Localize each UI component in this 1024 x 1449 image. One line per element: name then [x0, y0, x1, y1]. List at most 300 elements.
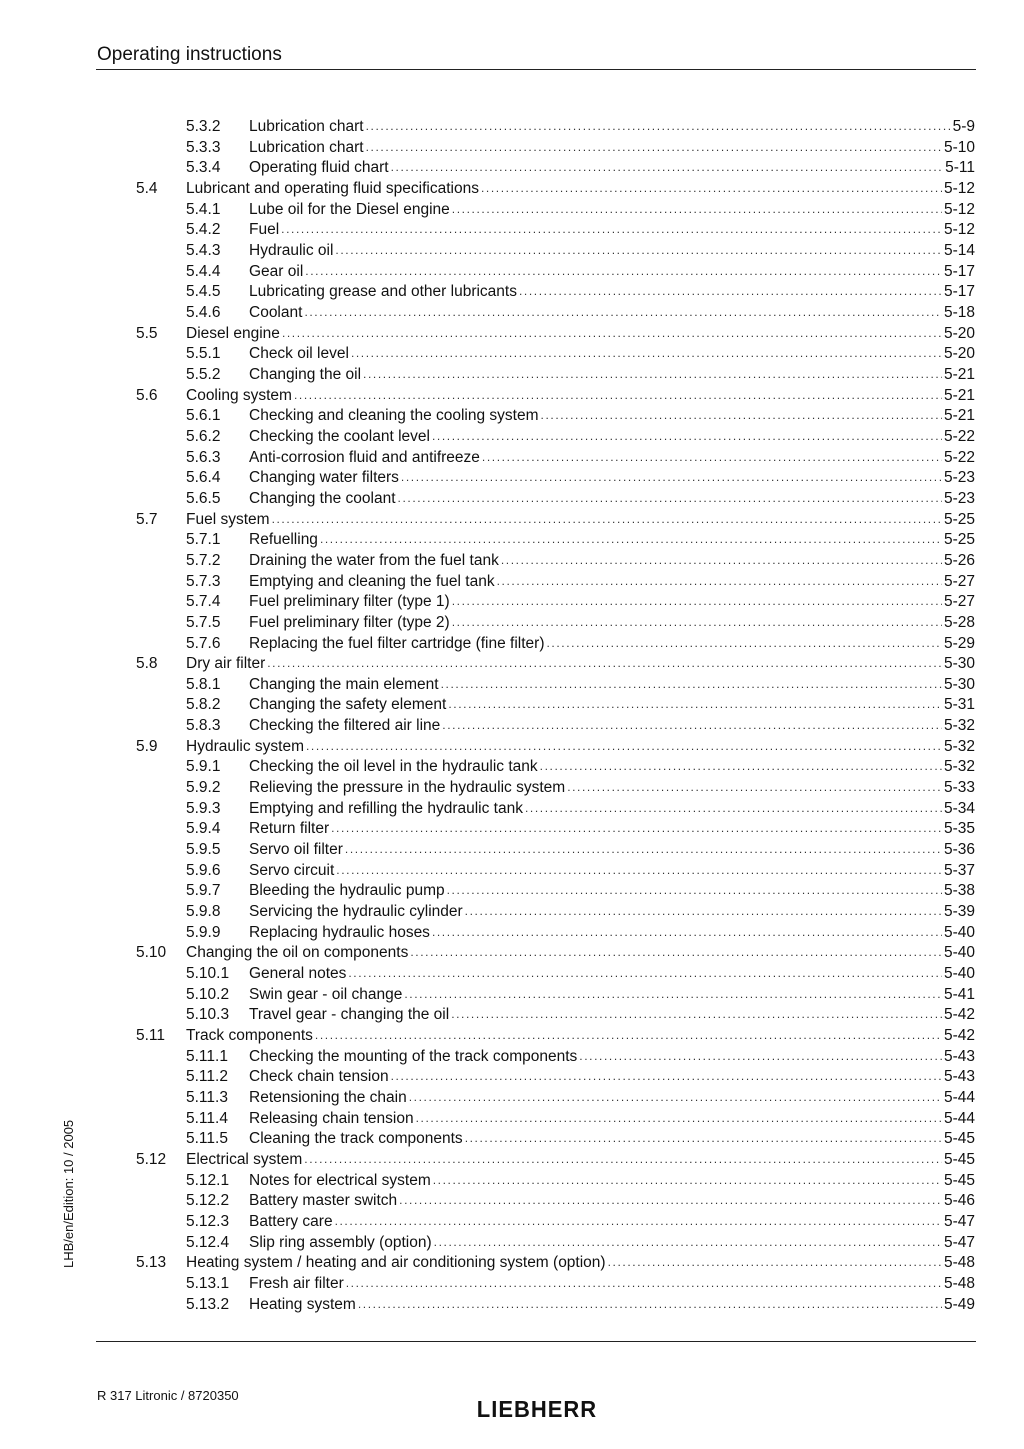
page-header-title: Operating instructions: [97, 44, 282, 65]
toc-entry-number: 5.9.5: [186, 841, 221, 859]
toc-entry-page: 5-32: [943, 758, 975, 776]
toc-entry-number: 5.12.3: [186, 1212, 230, 1230]
toc-entry-number: 5.10.1: [186, 965, 230, 983]
toc-entry-title: Fuel preliminary filter (type 2): [249, 613, 452, 634]
toc-entry-number: 5.4.5: [186, 283, 221, 301]
toc-entry: [0, 572, 1024, 593]
toc-entry-title: Cooling system: [186, 386, 294, 407]
toc-entry-page: 5-33: [943, 779, 975, 797]
toc-entry-page: 5-12: [943, 179, 975, 197]
toc-entry-leader-line: [249, 1233, 975, 1254]
toc-entry-title: Heating system: [249, 1295, 358, 1316]
toc-entry-title: Fresh air filter: [249, 1274, 346, 1295]
toc-entry: [0, 923, 1024, 944]
toc-entry: [0, 1047, 1024, 1068]
toc-entry-title: Return filter: [249, 819, 331, 840]
dot-leader: [519, 281, 942, 302]
toc-entry-title: Lubrication chart: [249, 138, 366, 159]
toc-entry-page: 5-21: [943, 386, 975, 404]
toc-entry-title: Anti-corrosion fluid and antifreeze: [249, 448, 482, 469]
toc-entry-page: 5-40: [943, 923, 975, 941]
toc-entry-number: 5.6.5: [186, 489, 221, 507]
toc-entry-leader-line: [249, 365, 975, 386]
toc-entry-number: 5.7: [136, 510, 158, 528]
toc-entry-leader-line: [249, 572, 975, 593]
toc-entry: [0, 282, 1024, 303]
dot-leader: [432, 426, 942, 447]
toc-entry-leader-line: [249, 158, 975, 179]
toc-entry-title: Travel gear - changing the oil: [249, 1005, 451, 1026]
dot-leader: [366, 137, 942, 158]
toc-entry-page: 5-12: [943, 200, 975, 218]
dot-leader: [315, 1025, 942, 1046]
toc-entry-leader-line: [186, 1150, 975, 1171]
toc-entry-number: 5.9.7: [186, 882, 221, 900]
toc-entry-leader-line: [186, 386, 975, 407]
toc-entry-title: Changing the coolant: [249, 489, 398, 510]
toc-entry-leader-line: [249, 303, 975, 324]
toc-entry-page: 5-47: [943, 1233, 975, 1251]
toc-entry-title: Lubricant and operating fluid specifications: [186, 179, 481, 200]
toc-entry-title: Servo circuit: [249, 861, 336, 882]
toc-entry-number: 5.7.3: [186, 572, 221, 590]
toc-entry-title: Swin gear - oil change: [249, 985, 404, 1006]
toc-entry-leader-line: [186, 324, 975, 345]
toc-entry-page: 5-48: [943, 1254, 975, 1272]
dot-leader: [447, 880, 942, 901]
toc-entry-page: 5-45: [943, 1171, 975, 1189]
toc-entry-page: 5-43: [943, 1068, 975, 1086]
toc-entry-leader-line: [249, 1088, 975, 1109]
toc-entry-page: 5-26: [943, 551, 975, 569]
toc-entry: [0, 881, 1024, 902]
toc-entry-leader-line: [249, 716, 975, 737]
toc-entry-number: 5.12.2: [186, 1192, 230, 1210]
dot-leader: [434, 1232, 942, 1253]
toc-entry-page: 5-30: [943, 655, 975, 673]
toc-entry: [0, 799, 1024, 820]
toc-entry: [0, 716, 1024, 737]
toc-entry-page: 5-35: [943, 820, 975, 838]
toc-entry-page: 5-9: [952, 118, 975, 135]
toc-entry: [0, 117, 1024, 138]
toc-entry: [0, 138, 1024, 159]
toc-entry-page: 5-25: [943, 510, 975, 528]
toc-entry-page: 5-22: [943, 427, 975, 445]
toc-entry-number: 5.9.9: [186, 923, 221, 941]
toc-entry-title: Draining the water from the fuel tank: [249, 551, 501, 572]
toc-entry-leader-line: [249, 964, 975, 985]
toc-entry-page: 5-32: [943, 717, 975, 735]
toc-entry-title: Checking the oil level in the hydraulic tank: [249, 757, 540, 778]
dot-leader: [366, 116, 951, 137]
toc-entry-number: 5.8.3: [186, 717, 221, 735]
toc-entry-number: 5.11.1: [186, 1047, 228, 1065]
toc-entry-page: 5-34: [943, 799, 975, 817]
toc-entry-page: 5-25: [943, 531, 975, 549]
toc-entry-title: Battery care: [249, 1212, 335, 1233]
dot-leader: [282, 323, 942, 344]
toc-entry-leader-line: [249, 1191, 975, 1212]
dot-leader: [501, 550, 942, 571]
dot-leader: [465, 1128, 942, 1149]
toc-entry-page: 5-40: [943, 965, 975, 983]
toc-entry-page: 5-12: [943, 221, 975, 239]
dot-leader: [391, 1066, 942, 1087]
toc-entry-leader-line: [249, 923, 975, 944]
toc-entry-leader-line: [249, 1047, 975, 1068]
toc-entry-page: 5-44: [943, 1109, 975, 1127]
toc-entry-leader-line: [249, 1129, 975, 1150]
dot-leader: [305, 261, 942, 282]
toc-entry-number: 5.11.5: [186, 1130, 228, 1148]
toc-entry: [0, 1150, 1024, 1171]
toc-entry-page: 5-41: [943, 985, 975, 1003]
toc-entry-number: 5.9.2: [186, 779, 221, 797]
toc-entry-number: 5.13: [136, 1254, 167, 1272]
toc-entry-title: Fuel system: [186, 510, 272, 531]
toc-entry-page: 5-27: [943, 572, 975, 590]
toc-entry-number: 5.9.6: [186, 861, 221, 879]
toc-entry-page: 5-10: [943, 138, 975, 156]
dot-leader: [452, 612, 942, 633]
toc-entry: [0, 613, 1024, 634]
logo-lettering: LIEBHERR: [476, 1397, 598, 1419]
toc-entry-title: Checking the filtered air line: [249, 716, 442, 737]
toc-entry-leader-line: [249, 1274, 975, 1295]
toc-entry-leader-line: [249, 262, 975, 283]
toc-entry-page: 5-14: [943, 241, 975, 259]
toc-entry: [0, 510, 1024, 531]
toc-entry-title: Check chain tension: [249, 1067, 391, 1088]
dot-leader: [481, 178, 942, 199]
toc-entry-leader-line: [249, 985, 975, 1006]
toc-entry-leader-line: [186, 1026, 975, 1047]
dot-leader: [358, 1294, 942, 1315]
toc-entry: [0, 737, 1024, 758]
toc-entry-number: 5.7.1: [186, 531, 221, 549]
toc-entry-leader-line: [249, 117, 975, 138]
dot-leader: [267, 653, 942, 674]
toc-entry-title: Checking and cleaning the cooling system: [249, 406, 541, 427]
toc-entry-number: 5.12.1: [186, 1171, 230, 1189]
toc-entry-number: 5.13.1: [186, 1274, 230, 1292]
toc-entry-title: Lube oil for the Diesel engine: [249, 200, 452, 221]
toc-entry-title: Diesel engine: [186, 324, 282, 345]
toc-entry-title: Gear oil: [249, 262, 305, 283]
dot-leader: [306, 736, 942, 757]
toc-entry: [0, 634, 1024, 655]
toc-entry: [0, 943, 1024, 964]
toc-entry: [0, 985, 1024, 1006]
toc-entry-leader-line: [249, 200, 975, 221]
toc-entry-title: Refuelling: [249, 530, 320, 551]
toc-entry-number: 5.13.2: [186, 1295, 230, 1313]
toc-entry-page: 5-42: [943, 1027, 975, 1045]
toc-entry-title: Slip ring assembly (option): [249, 1233, 434, 1254]
toc-entry-number: 5.6.4: [186, 469, 221, 487]
toc-entry-title: Releasing chain tension: [249, 1109, 416, 1130]
toc-entry-number: 5.10: [136, 944, 167, 962]
toc-entry-title: Hydraulic system: [186, 737, 306, 758]
toc-entry-page: 5-11: [945, 159, 975, 177]
toc-entry-page: 5-18: [943, 303, 975, 321]
toc-entry-title: Servo oil filter: [249, 840, 345, 861]
toc-entry-leader-line: [249, 1295, 975, 1316]
dot-leader: [608, 1252, 942, 1273]
toc-entry: [0, 489, 1024, 510]
toc-entry: [0, 303, 1024, 324]
toc-entry-number: 5.11: [136, 1027, 166, 1045]
toc-entry-number: 5.6.1: [186, 407, 221, 425]
toc-entry: [0, 778, 1024, 799]
toc-entry-title: Emptying and refilling the hydraulic tank: [249, 799, 525, 820]
toc-entry-leader-line: [249, 448, 975, 469]
toc-entry: [0, 365, 1024, 386]
toc-entry: [0, 757, 1024, 778]
dot-leader: [335, 1211, 942, 1232]
toc-entry-title: Checking the coolant level: [249, 427, 432, 448]
toc-entry-title: Check oil level: [249, 344, 351, 365]
toc-entry-title: Lubrication chart: [249, 117, 366, 138]
toc-entry-title: Changing the oil on components: [186, 943, 410, 964]
toc-entry: [0, 386, 1024, 407]
dot-leader: [579, 1046, 942, 1067]
dot-leader: [294, 385, 942, 406]
toc-entry: [0, 448, 1024, 469]
toc-entry-leader-line: [186, 1253, 975, 1274]
dot-leader: [399, 1190, 942, 1211]
toc-entry-title: Coolant: [249, 303, 304, 324]
toc-entry: [0, 902, 1024, 923]
toc-entry-number: 5.4.1: [186, 200, 221, 218]
toc-entry-title: Notes for electrical system: [249, 1171, 433, 1192]
dot-leader: [416, 1108, 942, 1129]
toc-entry: [0, 220, 1024, 241]
toc-entry-title: Battery master switch: [249, 1191, 399, 1212]
dot-leader: [410, 942, 942, 963]
toc-entry-page: 5-27: [943, 593, 975, 611]
toc-entry-number: 5.9.4: [186, 820, 221, 838]
toc-entry-page: 5-39: [943, 903, 975, 921]
dot-leader: [401, 467, 942, 488]
footer-divider: [96, 1341, 976, 1342]
toc-entry: [0, 1026, 1024, 1047]
dot-leader: [432, 922, 942, 943]
toc-entry-leader-line: [249, 840, 975, 861]
toc-entry-page: 5-49: [943, 1295, 975, 1313]
toc-entry-number: 5.8.1: [186, 675, 221, 693]
toc-entry-title: Heating system / heating and air conditioning system (option): [186, 1253, 608, 1274]
dot-leader: [442, 715, 942, 736]
toc-entry: [0, 200, 1024, 221]
dot-leader: [482, 447, 942, 468]
toc-entry-title: Cleaning the track components: [249, 1129, 465, 1150]
document-id: R 317 Litronic / 8720350: [97, 1388, 239, 1403]
toc-entry-page: 5-44: [943, 1089, 975, 1107]
toc-entry-page: 5-29: [943, 634, 975, 652]
toc-entry: [0, 592, 1024, 613]
toc-entry-title: Operating fluid chart: [249, 158, 391, 179]
toc-entry-number: 5.9.1: [186, 758, 221, 776]
toc-entry-leader-line: [249, 1067, 975, 1088]
toc-entry-leader-line: [249, 799, 975, 820]
toc-entry-page: 5-45: [943, 1130, 975, 1148]
dot-leader: [351, 343, 942, 364]
dot-leader: [404, 984, 942, 1005]
toc-entry-leader-line: [249, 1171, 975, 1192]
toc-entry-leader-line: [249, 344, 975, 365]
toc-entry-leader-line: [249, 675, 975, 696]
toc-entry-number: 5.4.4: [186, 262, 221, 280]
toc-entry-number: 5.4.3: [186, 241, 221, 259]
toc-entry: [0, 1253, 1024, 1274]
toc-entry: [0, 530, 1024, 551]
toc-entry-page: 5-28: [943, 613, 975, 631]
toc-entry-page: 5-21: [943, 407, 975, 425]
toc-entry-leader-line: [186, 737, 975, 758]
toc-entry-number: 5.5.2: [186, 365, 221, 383]
toc-entry-number: 5.8: [136, 655, 158, 673]
toc-entry-number: 5.12.4: [186, 1233, 230, 1251]
toc-entry-page: 5-45: [943, 1151, 975, 1168]
toc-entry: [0, 1005, 1024, 1026]
toc-entry-leader-line: [249, 551, 975, 572]
dot-leader: [540, 756, 942, 777]
toc-entry-leader-line: [186, 943, 975, 964]
toc-entry-title: Track components: [186, 1026, 315, 1047]
toc-entry-title: Changing the oil: [249, 365, 363, 386]
toc-entry-title: Fuel: [249, 220, 281, 241]
toc-entry-page: 5-37: [943, 861, 975, 879]
toc-entry: [0, 344, 1024, 365]
dot-leader: [409, 1087, 942, 1108]
toc-entry-title: Fuel preliminary filter (type 1): [249, 592, 452, 613]
toc-entry-title: Hydraulic oil: [249, 241, 335, 262]
dot-leader: [335, 240, 942, 261]
edition-note: LHB/en/Edition: 10 / 2005: [61, 1119, 76, 1268]
dot-leader: [452, 199, 942, 220]
toc-entry: [0, 840, 1024, 861]
toc-entry-title: Retensioning the chain: [249, 1088, 409, 1109]
toc-entry-page: 5-17: [943, 262, 975, 280]
toc-entry-leader-line: [249, 468, 975, 489]
toc-entry-number: 5.11.4: [186, 1109, 228, 1127]
dot-leader: [363, 364, 942, 385]
toc-entry: [0, 1295, 1024, 1316]
toc-entry-number: 5.11.3: [186, 1089, 228, 1107]
toc-entry-page: 5-31: [943, 696, 975, 714]
toc-entry: [0, 1088, 1024, 1109]
toc-entry: [0, 1274, 1024, 1295]
toc-entry-leader-line: [249, 778, 975, 799]
toc-entry-page: 5-46: [943, 1192, 975, 1210]
toc-entry-number: 5.7.6: [186, 634, 221, 652]
toc-entry: [0, 1191, 1024, 1212]
toc-entry-page: 5-47: [943, 1212, 975, 1230]
toc-entry: [0, 1212, 1024, 1233]
toc-entry-title: Bleeding the hydraulic pump: [249, 881, 447, 902]
toc-entry: [0, 551, 1024, 572]
toc-entry-leader-line: [249, 695, 975, 716]
dot-leader: [465, 901, 942, 922]
toc-entry: [0, 695, 1024, 716]
toc-entry: [0, 1233, 1024, 1254]
toc-entry-page: 5-48: [943, 1274, 975, 1292]
toc-entry: [0, 427, 1024, 448]
toc-entry: [0, 406, 1024, 427]
toc-entry: [0, 675, 1024, 696]
toc-entry-number: 5.8.2: [186, 696, 221, 714]
dot-leader: [547, 633, 942, 654]
toc-entry-page: 5-20: [943, 324, 975, 342]
dot-leader: [391, 157, 944, 178]
toc-entry-number: 5.11.2: [186, 1068, 228, 1086]
toc-entry: [0, 179, 1024, 200]
toc-entry-leader-line: [249, 220, 975, 241]
toc-entry-leader-line: [249, 241, 975, 262]
dot-leader: [398, 488, 942, 509]
toc-entry-title: Relieving the pressure in the hydraulic system: [249, 778, 567, 799]
toc-entry: [0, 1171, 1024, 1192]
toc-entry-page: 5-17: [943, 283, 975, 301]
toc-entry-number: 5.10.2: [186, 985, 230, 1003]
toc-entry-number: 5.4: [136, 179, 158, 197]
toc-entry-leader-line: [249, 902, 975, 923]
toc-entry-number: 5.4.6: [186, 303, 221, 321]
dot-leader: [348, 963, 942, 984]
toc-entry-title: Changing the main element: [249, 675, 441, 696]
toc-entry-number: 5.6: [136, 386, 158, 404]
toc-entry-title: Replacing the fuel filter cartridge (fine filter): [249, 634, 547, 655]
dot-leader: [304, 302, 942, 323]
toc-entry-leader-line: [249, 1109, 975, 1130]
toc-entry: [0, 964, 1024, 985]
toc-entry-leader-line: [186, 654, 975, 675]
toc-entry-leader-line: [249, 819, 975, 840]
toc-entry-leader-line: [249, 881, 975, 902]
toc-entry-number: 5.5.1: [186, 345, 221, 363]
toc-entry: [0, 241, 1024, 262]
toc-entry-number: 5.6.2: [186, 427, 221, 445]
toc-entry: [0, 819, 1024, 840]
toc-entry-page: 5-23: [943, 489, 975, 507]
toc-entry-leader-line: [186, 179, 975, 200]
toc-entry-title: Lubricating grease and other lubricants: [249, 282, 519, 303]
toc-entry-title: Changing the safety element: [249, 695, 448, 716]
toc-entry-title: Servicing the hydraulic cylinder: [249, 902, 465, 923]
toc-entry-leader-line: [249, 406, 975, 427]
dot-leader: [336, 860, 942, 881]
toc-entry-page: 5-30: [943, 675, 975, 693]
toc-entry-title: Checking the mounting of the track components: [249, 1047, 579, 1068]
toc-entry-page: 5-38: [943, 882, 975, 900]
toc-entry-number: 5.7.5: [186, 613, 221, 631]
dot-leader: [281, 219, 942, 240]
toc-entry: [0, 861, 1024, 882]
toc-entry-page: 5-32: [943, 737, 975, 755]
toc-entry-number: 5.3.2: [186, 118, 221, 135]
dot-leader: [525, 798, 942, 819]
dot-leader: [452, 591, 942, 612]
dot-leader: [497, 571, 942, 592]
dot-leader: [451, 1004, 942, 1025]
toc-entry-number: 5.9: [136, 737, 158, 755]
toc-entry-leader-line: [249, 138, 975, 159]
dot-leader: [567, 777, 942, 798]
toc-entry-number: 5.4.2: [186, 221, 221, 239]
toc-entry-page: 5-43: [943, 1047, 975, 1065]
